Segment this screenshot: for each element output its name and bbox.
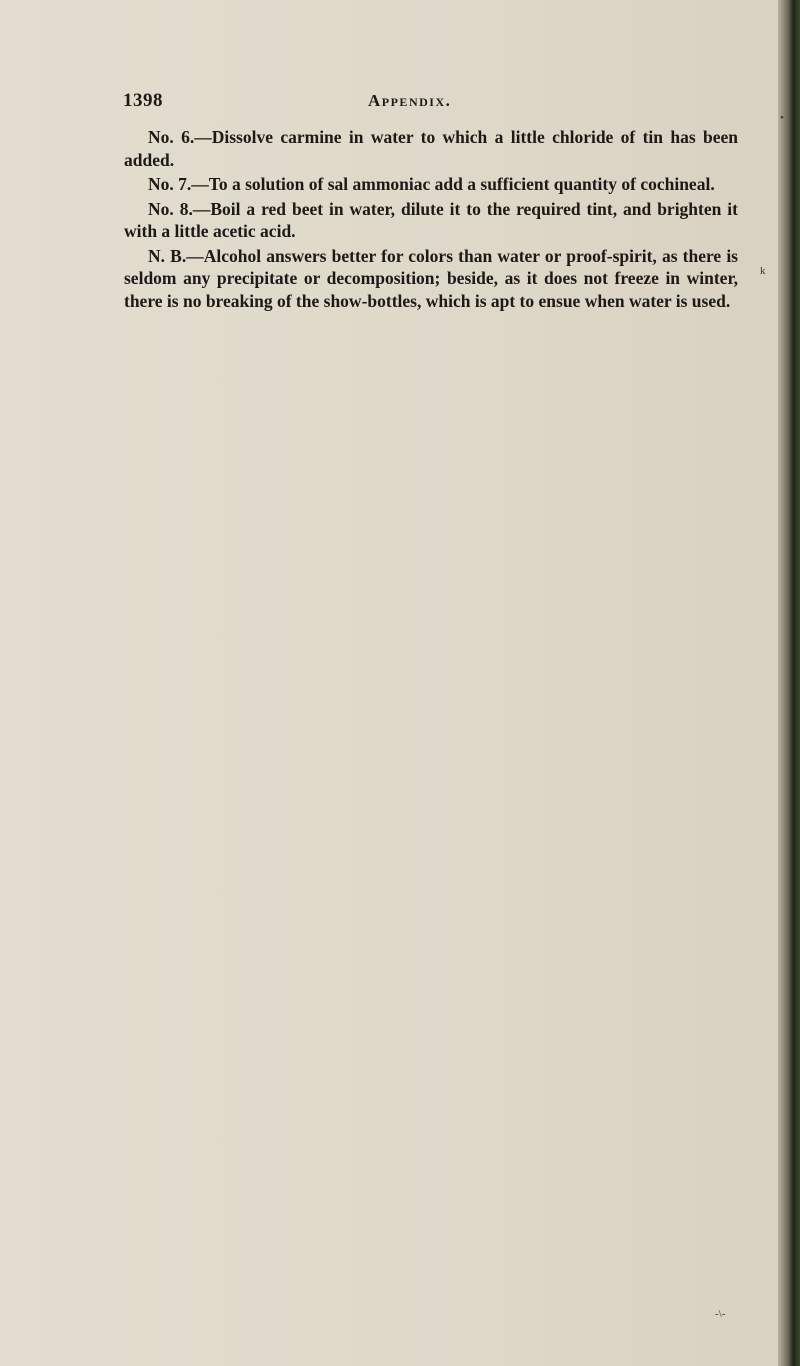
- page-number: 1398: [123, 90, 163, 111]
- body-text: [124, 126, 738, 312]
- running-title: Appendix.: [368, 91, 452, 110]
- paragraph-no-7: No. 7.—To a solution of sal ammoniac add a sufficient quantity of cochineal.: [148, 174, 715, 194]
- running-head: [123, 90, 733, 120]
- page-spine-edge: [778, 0, 800, 1366]
- margin-dot-mark: •: [780, 112, 784, 124]
- paragraph-no-8: No. 8.—Boil a red beet in water, dilute it to the required tint, and brighten it with a little acetic acid.: [124, 198, 738, 241]
- paragraph-nota-bene: N. B.—Alcohol answers better for colors than water or proof-spirit, as there is seldom any precipitate or decomposition; beside, as it does not freeze in winter, there is no breaking of the show-bottles, which is apt to ensue when water is used.: [124, 245, 738, 311]
- margin-letter-mark: k: [760, 265, 766, 277]
- margin-scribble-mark: -\-: [715, 1308, 726, 1320]
- paragraph-no-6: No. 6.—Dissolve carmine in water to which a little chloride of tin has been added.: [124, 127, 738, 170]
